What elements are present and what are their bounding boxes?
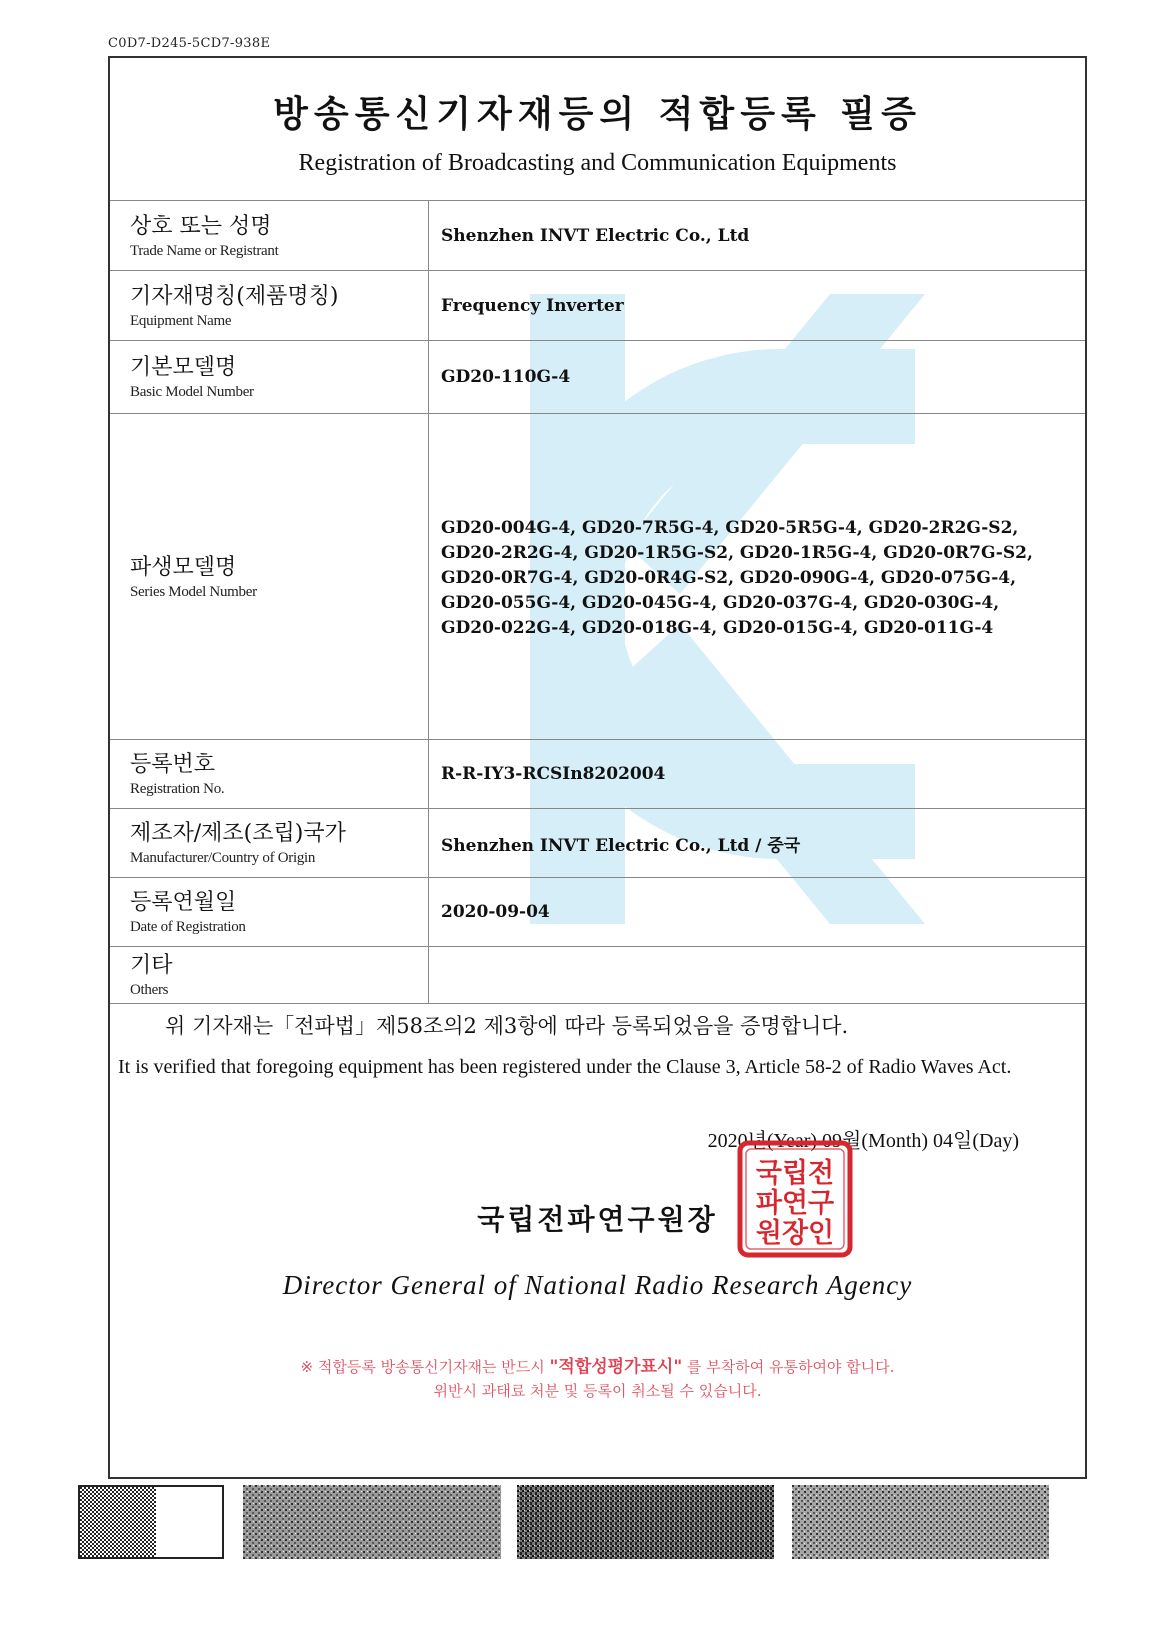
label-trade-name-en: Trade Name or Registrant — [130, 242, 279, 259]
notice-line-2: 위반시 과태료 처분 및 등록이 취소될 수 있습니다. — [433, 1382, 762, 1400]
value-registration-date: 2020-09-04 — [429, 878, 1086, 947]
registration-table — [110, 200, 1085, 1004]
row-registration-no — [110, 740, 1085, 809]
label-basic-model-ko: 기본모델명 — [130, 355, 237, 380]
row-registration-date — [110, 878, 1085, 947]
value-manufacturer: Shenzhen INVT Electric Co., Ltd / 중국 — [429, 809, 1086, 878]
label-series-model-ko: 파생모델명 — [130, 554, 237, 580]
value-others — [429, 947, 1086, 1004]
label-registration-date-ko: 등록연월일 — [130, 890, 237, 915]
issue-date: 2020년(Year) 09월(Month) 04일(Day) — [707, 1130, 1019, 1152]
title-english: Registration of Broadcasting and Communication Equipments — [298, 150, 897, 176]
notice-suffix: 를 부착하여 유통하여야 합니다. — [682, 1358, 895, 1376]
value-registration-no: R-R-IY3-RCSIn8202004 — [429, 740, 1086, 809]
value-basic-model: GD20-110G-4 — [429, 341, 1086, 414]
row-others — [110, 947, 1085, 1004]
value-trade-name: Shenzhen INVT Electric Co., Ltd — [429, 201, 1086, 271]
notice-prefix: ※ 적합등록 방송통신기자재는 반드시 — [300, 1358, 550, 1376]
barcode-block-3 — [517, 1485, 774, 1559]
document-serial: C0D7-D245-5CD7-938E — [108, 36, 271, 51]
value-series-model — [429, 414, 1086, 740]
notice-line-1 — [110, 1352, 1085, 1377]
label-registration-no-en: Registration No. — [130, 781, 225, 797]
barcode-block-2 — [243, 1485, 501, 1559]
label-manufacturer-ko: 제조자/제조(조립)국가 — [130, 821, 346, 846]
row-series-model — [110, 414, 1085, 740]
title-korean: 방송통신기자재등의 적합등록 필증 — [273, 93, 922, 135]
label-trade-name-ko: 상호 또는 성명 — [130, 213, 272, 239]
label-registration-no-ko: 등록번호 — [130, 752, 216, 777]
certificate-frame — [108, 56, 1087, 1479]
verification-korean: 위 기자재는「전파법」제58조의2 제3항에 따라 등록되었음을 증명합니다. — [165, 1014, 849, 1038]
series-model-line: GD20-0R7G-4, GD20-0R4G-S2, GD20-090G-4, GD20-075G-4, — [441, 568, 1017, 588]
director-title-english: Director General of National Radio Research Agency — [282, 1270, 913, 1300]
seal-text-line: 파연구 — [755, 1188, 835, 1219]
series-model-line: GD20-055G-4, GD20-045G-4, GD20-037G-4, GD20-030G-4, — [441, 593, 1000, 613]
seal-text-line: 원장인 — [755, 1218, 835, 1249]
value-equipment-name: Frequency Inverter — [429, 271, 1086, 341]
series-model-list — [441, 512, 1085, 641]
barcode-block-4 — [792, 1485, 1049, 1559]
label-equipment-name-en: Equipment Name — [130, 312, 232, 329]
label-manufacturer-en: Manufacturer/Country of Origin — [130, 850, 316, 866]
series-model-line: GD20-022G-4, GD20-018G-4, GD20-015G-4, GD20-011G-4 — [441, 618, 994, 638]
label-equipment-name-ko: 기자재명칭(제품명칭) — [130, 283, 339, 309]
row-trade-name — [110, 201, 1085, 271]
label-others-en: Others — [130, 982, 169, 998]
row-manufacturer — [110, 809, 1085, 878]
verification-english: It is verified that foregoing equipment has been registered under the Clause 3, Article 58-2 of Radio Waves Act. — [118, 1056, 1012, 1078]
official-seal-icon — [737, 1140, 853, 1258]
series-model-line: GD20-004G-4, GD20-7R5G-4, GD20-5R5G-4, GD20-2R2G-S2, — [441, 518, 1019, 538]
label-registration-date-en: Date of Registration — [130, 919, 246, 935]
signatory-korean: 국립전파연구원장 — [477, 1203, 718, 1236]
label-others-ko: 기타 — [130, 953, 173, 978]
label-basic-model-en: Basic Model Number — [130, 384, 254, 400]
row-basic-model — [110, 341, 1085, 414]
row-equipment-name — [110, 271, 1085, 341]
label-series-model-en: Series Model Number — [130, 583, 257, 600]
barcode-block-1 — [78, 1485, 224, 1559]
seal-text-line: 국립전 — [755, 1158, 835, 1189]
series-model-line: GD20-2R2G-4, GD20-1R5G-S2, GD20-1R5G-4, GD20-0R7G-S2, — [441, 543, 1033, 563]
notice-emphasis: "적합성평가표시" — [549, 1357, 683, 1377]
